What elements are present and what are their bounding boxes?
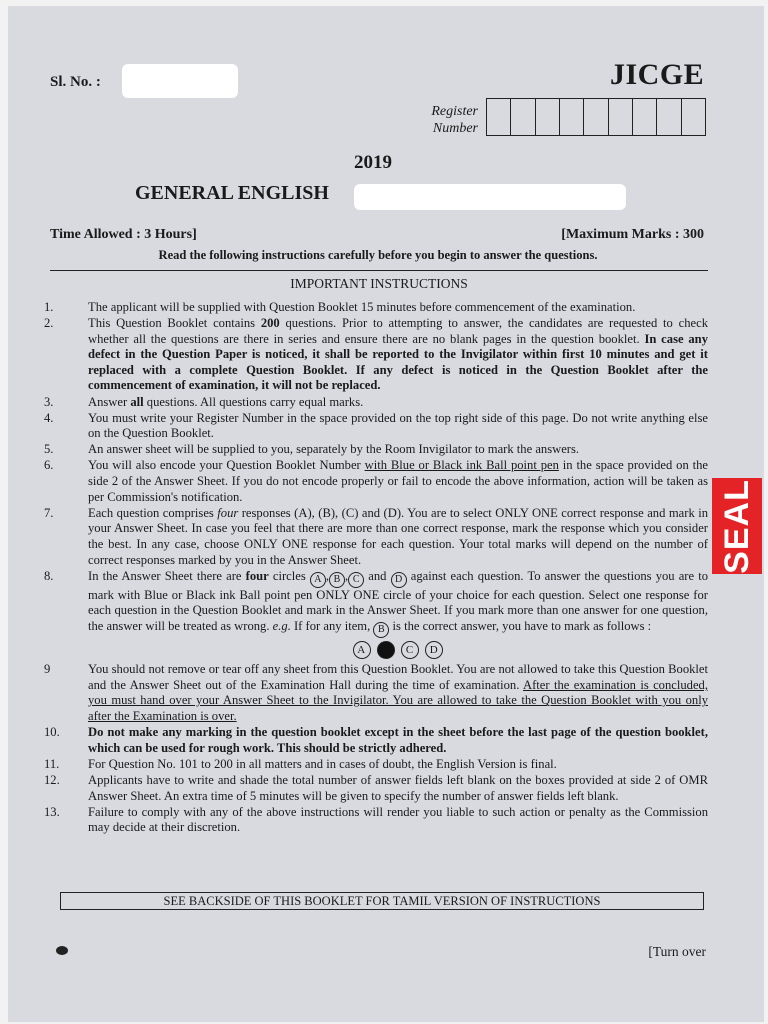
text-run: questions. Prior to attempting to answer, the candidates are requested to check whether all the questions are there in series and ensure there are no blank pages in the question booklet. xyxy=(88,316,708,346)
item-number: 7. xyxy=(44,505,54,520)
exam-code: JICGE xyxy=(610,58,705,91)
exam-year: 2019 xyxy=(354,152,392,173)
circle-c-icon: C xyxy=(401,641,419,659)
circle-a-icon: A xyxy=(310,572,326,588)
item-number: 10. xyxy=(44,725,60,740)
instruction-item xyxy=(44,757,708,773)
text-run: Answer xyxy=(88,394,131,409)
underlined-run: After the examination is concluded, you must hand over your Answer Sheet to the Invigilator. You are allowed to take the Question Booklet with you only after the Examination is over. xyxy=(88,677,708,724)
instruction-item xyxy=(44,662,708,724)
register-label-line1: Register xyxy=(431,104,478,119)
item-text xyxy=(88,662,708,724)
circle-b-icon: B xyxy=(329,572,345,588)
item-number: 12. xyxy=(44,772,60,787)
instruction-item xyxy=(44,316,708,394)
register-digit-box[interactable] xyxy=(632,99,656,135)
item-text xyxy=(88,725,708,756)
item-number: 1. xyxy=(44,300,54,314)
register-digit-box[interactable] xyxy=(681,99,705,135)
item-text xyxy=(88,506,708,568)
registration-mark-icon xyxy=(56,946,68,955)
item-number: 6. xyxy=(44,458,54,473)
instruction-item xyxy=(44,506,708,568)
item-number: 11. xyxy=(44,756,60,771)
instruction-item xyxy=(44,725,708,756)
instruction-item xyxy=(44,442,708,458)
seal-label: SEAL xyxy=(717,478,756,574)
italic-run: e.g. xyxy=(272,618,291,633)
time-allowed: Time Allowed : 3 Hours] xyxy=(50,227,197,242)
instruction-item xyxy=(44,773,708,804)
subject-title: GENERAL ENGLISH xyxy=(135,182,329,204)
text-run: , xyxy=(325,568,330,583)
turn-over-label: [Turn over xyxy=(648,944,706,959)
register-digit-box[interactable] xyxy=(487,99,510,135)
item-text: An answer sheet will be supplied to you, separately by the Room Invigilator to mark the answers. xyxy=(88,442,580,457)
register-digit-box[interactable] xyxy=(583,99,607,135)
text-run: If for any item, xyxy=(290,618,374,633)
register-label-line2: Number xyxy=(432,121,478,136)
instruction-item xyxy=(44,395,708,411)
maximum-marks: [Maximum Marks : 300 xyxy=(561,227,704,242)
item-number: 4. xyxy=(44,410,54,425)
bold-run: four xyxy=(245,568,269,583)
text-run: responses (A), (B), (C) and (D). You are to select ONLY ONE correct response and mark in your Answer Sheet. In case you feel that there are more than one correct response, mark the response which you consider the best. In any case, choose ONLY ONE response for each question. Your total marks will depend on the number of correct responses marked by you in the Answer Sheet. xyxy=(88,505,708,567)
item-number: 2. xyxy=(44,316,54,331)
instruction-item xyxy=(44,805,708,836)
bold-run: Do not make any marking in the question booklet except in the sheet before the last page of the question booklet, which can be used for rough work. This should be strictly adhered. xyxy=(88,725,708,755)
text-run: is the correct answer, you have to mark as follows : xyxy=(389,618,652,633)
item-text: For Question No. 101 to 200 in all matters and in cases of doubt, the English Version is final. xyxy=(88,756,557,771)
circle-b-icon: B xyxy=(373,622,389,638)
item-number: 13. xyxy=(44,804,60,819)
item-number: 9 xyxy=(44,662,51,677)
filled-circle-b-icon: B xyxy=(377,641,395,659)
italic-run: four xyxy=(217,505,239,520)
bold-run: In case any defect in the Question Paper is noticed, it shall be reported to the Invigilator within first 10 minutes and get it replaced with a complete Question Booklet. If any defect is noticed in the Question Booklet after the commencement of examination, it will not be replaced. xyxy=(88,331,708,393)
register-digit-box[interactable] xyxy=(535,99,559,135)
text-run: , xyxy=(345,568,349,583)
register-digit-box[interactable] xyxy=(656,99,680,135)
instruction-item xyxy=(44,458,708,505)
instruction-item xyxy=(44,300,708,316)
seal-sticker xyxy=(712,478,762,574)
register-number-label xyxy=(400,103,478,137)
circle-d-icon: D xyxy=(425,641,443,659)
text-run: In the Answer Sheet there are xyxy=(88,568,246,583)
backside-note-box: SEE BACKSIDE OF THIS BOOKLET FOR TAMIL VERSION OF INSTRUCTIONS xyxy=(60,892,704,910)
item-text: The applicant will be supplied with Question Booklet 15 minutes before commencement of the examination. xyxy=(88,300,636,314)
item-text: You must write your Register Number in the space provided on the top right side of this page. Do not write anything else on the Question Booklet. xyxy=(88,410,708,441)
text-run: against each question. To answer the questions you are to mark with Blue or Black ink Ball point pen ONLY ONE circle of your choice for each question. Select one response for each question in the Question Booklet and mark in the Answer Sheet. If you mark more than one answer for one question, the answer will be treated as wrong. xyxy=(88,568,709,633)
instruction-item xyxy=(44,411,708,442)
instruction-item xyxy=(44,569,708,662)
circle-d-icon: D xyxy=(391,572,407,588)
redaction-subject xyxy=(354,184,626,210)
text-run: This Question Booklet contains xyxy=(88,316,261,331)
instructions-title: IMPORTANT INSTRUCTIONS xyxy=(290,276,468,291)
text-run: in the space provided on the side 2 of the Answer Sheet. If you do not encode properly or fail to encode the above information, action will be taken as per Commission's notification. xyxy=(88,458,709,504)
circle-a-icon: A xyxy=(353,641,371,659)
item-number: 5. xyxy=(44,442,54,457)
read-notice: Read the following instructions carefully before you begin to answer the questions. xyxy=(158,248,598,262)
bold-run: all xyxy=(130,394,144,409)
item-text xyxy=(88,316,708,394)
divider xyxy=(50,270,708,271)
register-digit-box[interactable] xyxy=(559,99,583,135)
sample-answer-row xyxy=(88,640,708,659)
item-text xyxy=(88,395,708,411)
circle-c-icon: C xyxy=(348,572,364,588)
item-text xyxy=(88,569,708,662)
instructions-list xyxy=(44,300,708,836)
text-run: questions. All questions carry equal marks. xyxy=(143,394,364,409)
bold-run: 200 xyxy=(260,316,280,331)
redaction-serial xyxy=(122,64,238,98)
item-text: Applicants have to write and shade the total number of answer fields left blank on the boxes provided at side 2 of OMR Answer Sheet. An extra time of 5 minutes will be given to specify the number of answer fields left blank. xyxy=(88,772,708,803)
item-text xyxy=(88,458,708,505)
text-run: You will also encode your Question Booklet Number xyxy=(88,458,365,473)
register-digit-box[interactable] xyxy=(510,99,534,135)
register-digit-box[interactable] xyxy=(608,99,632,135)
item-number: 3. xyxy=(44,394,54,409)
register-number-boxes[interactable] xyxy=(486,98,706,136)
underlined-run: with Blue or Black ink Ball point pen xyxy=(364,458,559,473)
text-run: Each question comprises xyxy=(88,505,218,520)
item-number: 8. xyxy=(44,568,54,583)
text-run: and xyxy=(364,568,391,583)
serial-number-label: Sl. No. : xyxy=(50,74,101,90)
item-text: Failure to comply with any of the above instructions will render you liable to such action or penalty as the Commission may decide at their discretion. xyxy=(88,804,708,835)
text-run: You should not remove or tear off any sheet from this Question Booklet. You are not allowed to take this Question Booklet and the Answer Sheet out of the Examination Hall during the time of examination. xyxy=(88,662,708,692)
text-run: circles xyxy=(268,568,310,583)
